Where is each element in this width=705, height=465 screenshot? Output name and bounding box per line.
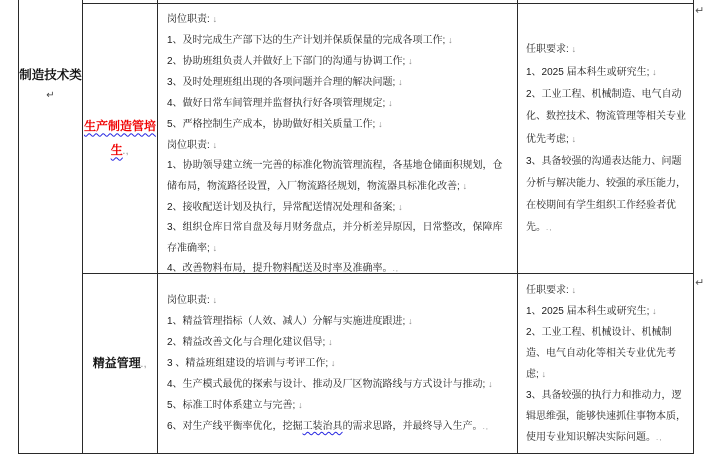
- job-title-lean-management: 精益管理: [92, 355, 141, 370]
- line-break-mark: ↓: [408, 316, 413, 326]
- requirement-item: 2、工业工程、机械设计、机械制造、电气自动化等相关专业优先考虑; ↓: [526, 326, 676, 380]
- duties-heading: 岗位职责: ↓: [167, 140, 218, 151]
- requirements-heading: 任职要求: ↓: [526, 284, 577, 296]
- line-break-mark: ↓: [571, 284, 577, 295]
- requirements-cell-row2: [518, 274, 693, 453]
- duty-item: 4、做好日常车间管理并监督执行好各项管理规定; ↓: [167, 98, 393, 109]
- cell-end-mark: .,: [546, 223, 553, 232]
- requirement-item: 1、2025 届本科生或研究生; ↓: [526, 305, 657, 317]
- line-break-mark: ↓: [571, 134, 577, 144]
- row-end-paragraph-mark: ↵: [695, 5, 705, 17]
- line-break-mark: ↓: [212, 295, 218, 305]
- duty-item: 1、及时完成生产部下达的生产计划并保质保量的完成各项工作; ↓: [167, 35, 453, 46]
- spellcheck-underlined-text: 工装治具: [302, 421, 343, 432]
- line-break-mark: ↓: [571, 44, 577, 54]
- duty-item: 3、组织仓库日常自盘及每月财务盘点，并分析差异原因，日常整改，保障库存准确率; ↓: [167, 222, 503, 254]
- line-break-mark: ↓: [652, 67, 657, 77]
- category-cell: [19, 0, 82, 453]
- cell-end-mark: .,: [140, 359, 148, 369]
- duties-cell-row2: [158, 274, 517, 453]
- row-end-paragraph-mark: ↵: [695, 277, 705, 289]
- requirement-item: 3、具备较强的执行力和推动力，逻辑思维强，能够快速抓住事物本质，使用专业知识解决实际问题。.,: [526, 389, 686, 443]
- duty-item: 2、精益改善文化与合理化建议倡导; ↓: [167, 337, 333, 348]
- line-break-mark: ↓: [378, 119, 383, 129]
- line-break-mark: ↓: [388, 98, 393, 108]
- duty-item: 4、改善物料布局，提升物料配送及时率及准确率。.,: [167, 263, 400, 274]
- line-break-mark: ↓: [652, 305, 657, 316]
- duties-heading: 岗位职责: ↓: [167, 295, 218, 306]
- line-break-mark: ↓: [328, 337, 333, 347]
- line-break-mark: ↓: [408, 56, 413, 66]
- line-break-mark: ↓: [298, 400, 303, 410]
- line-break-mark: ↓: [212, 243, 218, 253]
- cell-end-mark: .,: [122, 146, 130, 156]
- paragraph-mark: ↵: [46, 90, 55, 101]
- line-break-mark: ↓: [330, 358, 336, 368]
- table-border-right: [693, 0, 694, 454]
- duty-item: 4、生产模式最优的探索与设计、推动及厂区物流路线与方式设计与推动; ↓: [167, 379, 493, 390]
- line-break-mark: ↓: [462, 181, 468, 191]
- requirements-cell-row1: [518, 4, 693, 273]
- job-title-production-trainee: 生产制造管培生: [83, 118, 156, 157]
- duties-heading: 岗位职责: ↓: [167, 14, 218, 25]
- category-label: 制造技术类: [19, 68, 82, 82]
- job-title-cell-production-trainee: [83, 4, 157, 273]
- line-break-mark: ↓: [212, 14, 218, 24]
- table-border-bottom: [18, 453, 694, 454]
- duty-item: 3、及时处理班组出现的各项问题并合理的解决问题; ↓: [167, 77, 403, 88]
- duty-item: 2、接收配送计划及执行，异常配送情况处理和备案; ↓: [167, 202, 403, 213]
- duty-item: 5、严格控制生产成本，协助做好相关质量工作; ↓: [167, 119, 383, 130]
- cell-end-mark: .,: [482, 422, 490, 431]
- line-break-mark: ↓: [448, 35, 453, 45]
- duties-cell-row1: [158, 4, 517, 273]
- duty-item: 6、对生产线平衡率优化，挖掘工装治具的需求思路，并最终导入生产。.,: [167, 421, 490, 432]
- cell-end-mark: .,: [392, 264, 400, 273]
- cell-end-mark: .,: [656, 432, 663, 442]
- line-break-mark: ↓: [398, 202, 403, 212]
- duty-item: 2、协助班组负责人并做好上下部门的沟通与协调工作; ↓: [167, 56, 413, 67]
- line-break-mark: ↓: [488, 379, 493, 389]
- job-title-cell-lean-management: [83, 274, 157, 453]
- duty-item: 5、标准工时体系建立与完善; ↓: [167, 400, 303, 411]
- duty-item: 1、精益管理指标（人效、减人）分解与实施进度跟进; ↓: [167, 316, 413, 327]
- line-break-mark: ↓: [212, 140, 218, 150]
- requirement-item: 2、工业工程、机械制造、电气自动化、数控技术、物流管理等相关专业优先考虑; ↓: [526, 89, 686, 145]
- requirements-heading: 任职要求: ↓: [526, 44, 577, 55]
- requirement-item: 1、2025 届本科生或研究生; ↓: [526, 67, 657, 78]
- duty-item: 1、协助领导建立统一完善的标准化物流管理流程，各基地仓储面积规划，仓储布局，物流路径设置，入厂物流路径规划，物流器具标准化改善; ↓: [167, 160, 503, 192]
- requirement-item: 3、具备较强的沟通表达能力、问题分析与解决能力、较强的承压能力，在校期间有学生组织工作经验者优先。.,: [526, 156, 686, 233]
- line-break-mark: ↓: [398, 77, 403, 87]
- duty-item: 3 、精益班组建设的培训与考评工作; ↓: [167, 358, 336, 369]
- line-break-mark: ↓: [541, 368, 547, 379]
